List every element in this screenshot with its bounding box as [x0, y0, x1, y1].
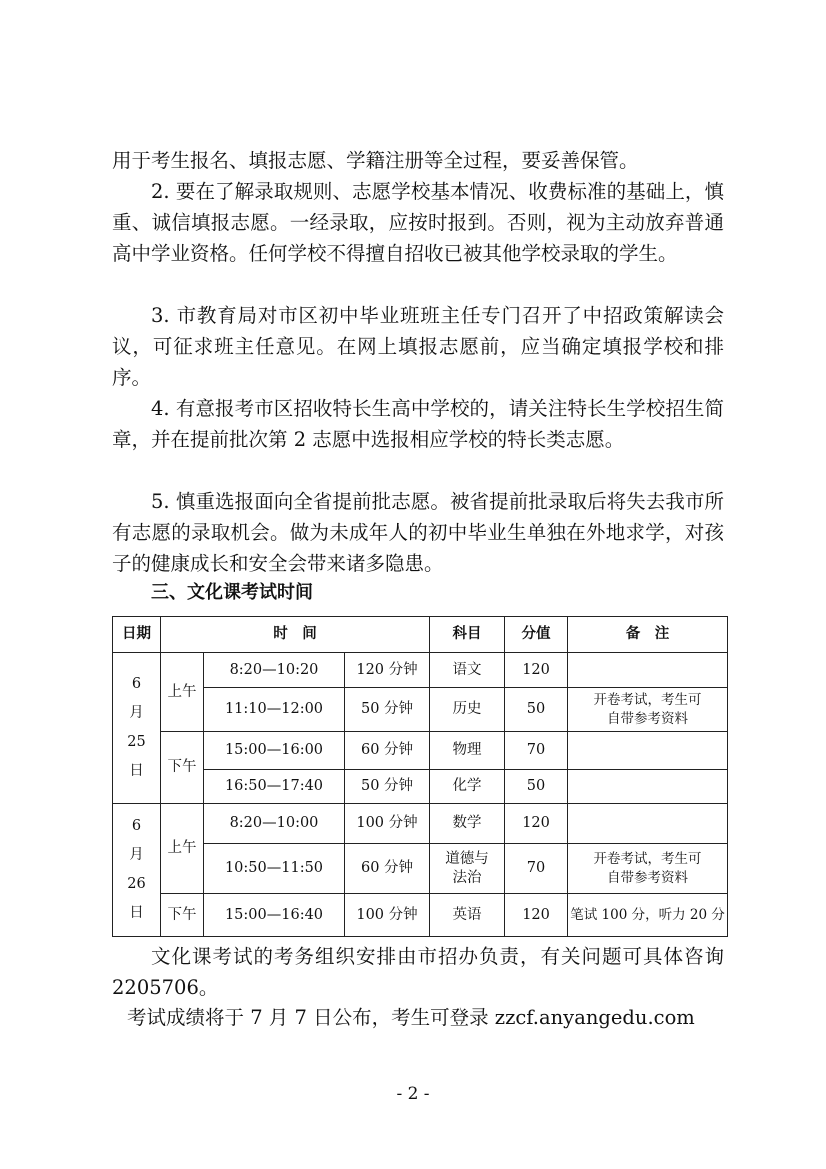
subject-cell: 语文	[430, 653, 505, 688]
header-note: 备 注	[568, 617, 728, 653]
note-cell	[568, 653, 728, 688]
time-cell: 8:20—10:00	[204, 804, 345, 844]
time-cell: 8:20—10:20	[204, 653, 345, 688]
table-row	[113, 804, 728, 844]
subject-cell: 英语	[430, 894, 505, 937]
time-cell: 15:00—16:40	[204, 894, 345, 937]
header-time: 时 间	[161, 617, 430, 653]
header-subject: 科目	[430, 617, 505, 653]
date-cell: 6 月 26 日	[113, 804, 161, 937]
time-cell: 11:10—12:00	[204, 688, 345, 732]
score-cell: 50	[505, 688, 568, 732]
duration-cell: 100 分钟	[345, 894, 430, 937]
note-cell: 开卷考试，考生可 自带参考资料	[568, 844, 728, 894]
duration-cell: 120 分钟	[345, 653, 430, 688]
subject-cell: 数学	[430, 804, 505, 844]
note-cell: 笔试 100 分，听力 20 分	[568, 894, 728, 937]
duration-cell: 50 分钟	[345, 770, 430, 804]
paragraph-results: 考试成绩将于 7 月 7 日公布，考生可登录 zzcf.anyangedu.com	[127, 1006, 695, 1029]
header-date: 日期	[113, 617, 161, 653]
page-number: - 2 -	[396, 1084, 430, 1104]
score-cell: 120	[505, 894, 568, 937]
session-cell: 下午	[161, 732, 204, 804]
note-cell	[568, 732, 728, 770]
time-cell: 16:50—17:40	[204, 770, 345, 804]
paragraph-item-5: 5. 慎重选报面向全省提前批志愿。被省提前批录取后将失去我市所有志愿的录取机会。做为未成年人的初中毕业生单独在外地求学，对孩子的健康成长和安全会带来诸多隐患。	[112, 490, 724, 575]
paragraph-item-3: 3. 市教育局对市区初中毕业班班主任专门召开了中招政策解读会议，可征求班主任意见。在网上填报志愿前，应当确定填报学校和排序。	[112, 304, 724, 389]
score-cell: 120	[505, 653, 568, 688]
note-cell: 开卷考试，考生可 自带参考资料	[568, 688, 728, 732]
time-cell: 10:50—11:50	[204, 844, 345, 894]
paragraph-continued: 用于考生报名、填报志愿、学籍注册等全过程，要妥善保管。	[112, 149, 639, 172]
date-cell: 6 月 25 日	[113, 653, 161, 804]
note-cell	[568, 804, 728, 844]
score-cell: 70	[505, 732, 568, 770]
table-row	[113, 894, 728, 937]
subject-cell: 道德与 法治	[430, 844, 505, 894]
duration-cell: 60 分钟	[345, 732, 430, 770]
paragraph-item-4: 4. 有意报考市区招收特长生高中学校的，请关注特长生学校招生简章，并在提前批次第 2 志愿中选报相应学校的特长类志愿。	[112, 397, 724, 451]
table-row	[113, 653, 728, 688]
table-row	[113, 844, 728, 894]
session-cell: 上午	[161, 653, 204, 732]
table-header-row	[113, 617, 728, 653]
duration-cell: 60 分钟	[345, 844, 430, 894]
paragraph-item-2: 2. 要在了解录取规则、志愿学校基本情况、收费标准的基础上，慎重、诚信填报志愿。一经录取，应按时报到。否则，视为主动放弃普通高中学业资格。任何学校不得擅自招收已被其他学校录取的学生。	[112, 180, 724, 265]
exam-schedule-table	[112, 616, 728, 937]
section-heading: 三、文化课考试时间	[151, 582, 313, 603]
score-cell: 120	[505, 804, 568, 844]
subject-cell: 化学	[430, 770, 505, 804]
header-score: 分值	[505, 617, 568, 653]
note-cell	[568, 770, 728, 804]
table-row	[113, 770, 728, 804]
duration-cell: 100 分钟	[345, 804, 430, 844]
session-cell: 上午	[161, 804, 204, 894]
subject-cell: 历史	[430, 688, 505, 732]
table-row	[113, 688, 728, 732]
subject-cell: 物理	[430, 732, 505, 770]
table-row	[113, 732, 728, 770]
score-cell: 50	[505, 770, 568, 804]
time-cell: 15:00—16:00	[204, 732, 345, 770]
duration-cell: 50 分钟	[345, 688, 430, 732]
session-cell: 下午	[161, 894, 204, 937]
paragraph-contact: 文化课考试的考务组织安排由市招办负责，有关问题可具体咨询 2205706。	[112, 945, 724, 999]
score-cell: 70	[505, 844, 568, 894]
